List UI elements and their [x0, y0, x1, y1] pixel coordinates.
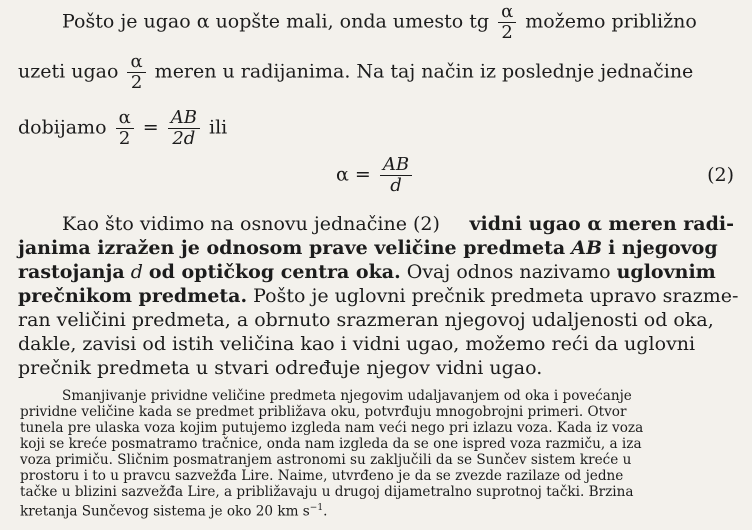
fraction-ab-over-2d: $\frac{AB}{2d}$ — [168, 108, 200, 149]
paragraph2-line1 — [62, 212, 734, 236]
small-line-6: prostoru i to u pravcu sazvežđa Lire. Naime, utvrđeno je da se zvezde razilaze od jedne — [20, 468, 624, 484]
fraction-alpha-over-2: $\frac{\alpha}{2}$ — [116, 108, 134, 149]
p1-line2-start: uzeti ugao — [18, 60, 119, 83]
paragraph2-line7: prečnik predmeta u stvari određuje njegov vidni ugao. — [18, 357, 543, 379]
paragraph1-line1 — [62, 2, 734, 43]
fraction-ab-over-d: $\frac{AB}{d}$ — [380, 155, 412, 196]
small-line-4: koji se kreće posmatramo tračnice, onda nam izgleda da se one ispred voza razmiču, a iza — [20, 436, 642, 452]
small-line-1: Smanjivanje prividne veličine predmeta njegovim udaljavanjem od oka i povećanje — [62, 388, 632, 404]
equation-lhs: α = — [336, 163, 371, 186]
equation-number: (2) — [707, 164, 734, 186]
p2-l3-bold3: uglovnim — [616, 261, 716, 283]
paragraph2-line4 — [18, 284, 739, 308]
p1-line2-end: meren u radijanima. Na taj način iz poslednje jednačine — [154, 60, 694, 83]
paragraph2-line5: ran veličini predmeta, a obrnuto srazmeran njegovoj udaljenosti od oka, — [18, 309, 714, 331]
equation-body — [336, 155, 415, 196]
paragraph2-line6: dakle, zavisi od istih veličina kao i vidni ugao, možemo reći da uglovni — [18, 333, 696, 355]
p2-l2-bold: janima izražen je odnosom prave veličine predmeta — [18, 237, 566, 259]
paragraph1-line3 — [18, 108, 734, 149]
p2-l3-d: d — [130, 261, 143, 283]
small-line-7: tačke u blizini sazvežđa Lire, a približavaju u drugoj dijametralno suprotnoj tački. Brzina — [20, 484, 634, 500]
equals-sign: = — [142, 116, 159, 139]
p2-l4-bold: prečnikom predmeta. — [18, 285, 248, 307]
fraction-alpha-over-2: $\frac{\alpha}{2}$ — [498, 2, 516, 43]
paragraph2-line2 — [18, 236, 734, 260]
fraction-alpha-over-2: $\frac{\alpha}{2}$ — [127, 52, 145, 93]
p2-l1-normal: Kao što vidimo na osnovu jednačine (2) — [62, 213, 440, 235]
p2-l3-bold2: od optičkog centra oka. — [148, 261, 401, 283]
p2-l2-bold-end: i njegovog — [608, 237, 718, 259]
small-line-2: prividne veličine kada se predmet približava oku, potvrđuju mnogobrojni primeri. Otvor — [20, 404, 627, 420]
p1-line3-end: ili — [209, 116, 228, 139]
p2-l3-normal: Ovaj odnos nazivamo — [406, 261, 611, 283]
paragraph2-line3 — [18, 260, 734, 284]
small-last-end: . — [323, 503, 328, 520]
p1-line1-end: možemo približno — [525, 10, 697, 33]
p2-l2-ab: AB — [571, 237, 603, 259]
small-last-sup: −1 — [309, 503, 324, 513]
equation-2 — [0, 155, 752, 199]
small-last-text: kretanja Sunčevog sistema je oko 20 km s — [20, 503, 310, 520]
small-line-5: voza primiču. Sličnim posmatranjem astronomi su zaključili da se Sunčev sistem kreće u — [20, 452, 632, 468]
small-line-8 — [20, 500, 734, 520]
p1-line3-start: dobijamo — [18, 116, 107, 139]
p2-l1-bold: vidni ugao α meren radi- — [469, 213, 734, 235]
p2-l3-bold1: rastojanja — [18, 261, 125, 283]
paragraph1-line2 — [18, 52, 734, 93]
p1-line1-text: Pošto je ugao α uopšte mali, onda umesto tg — [62, 10, 490, 33]
small-line-3: tunela pre ulaska voza kojim putujemo izgleda nam veći nego pri izlazu voza. Kada iz voza — [20, 420, 644, 436]
p2-l4-normal: Pošto je uglovni prečnik predmeta upravo srazme- — [253, 285, 739, 307]
